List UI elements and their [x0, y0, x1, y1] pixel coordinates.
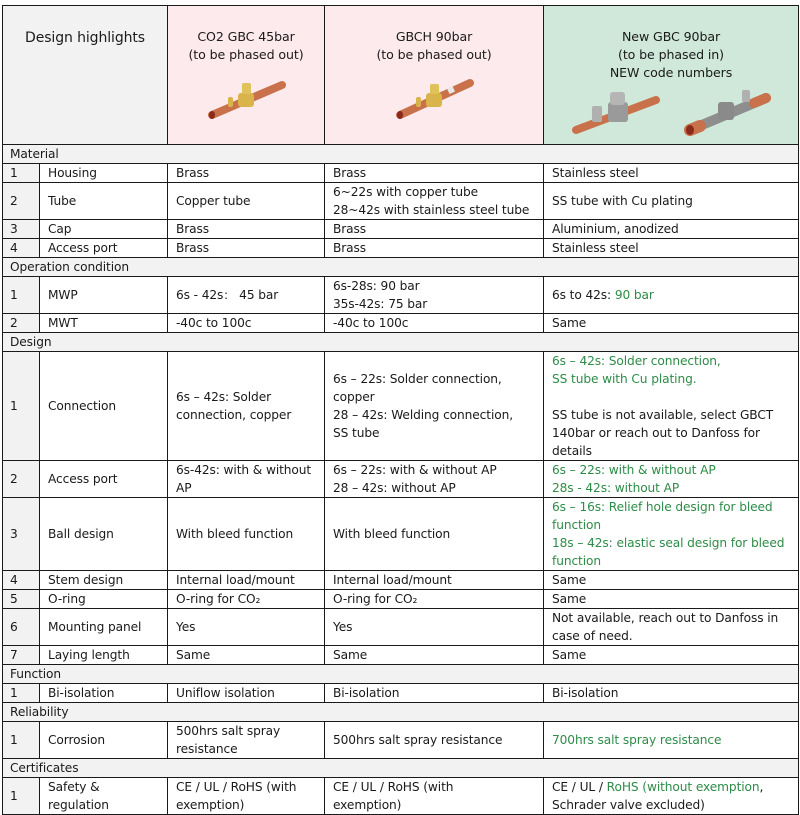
cell-line: Safety & [48, 780, 100, 794]
highlight-text: 6s – 16s: Relief hole design for bleed [552, 500, 773, 514]
cell-gbch: Bi-isolation [325, 684, 544, 703]
table-row [3, 590, 799, 609]
cell-gbch [325, 277, 544, 314]
cell-co2-gbc: Yes [168, 609, 325, 646]
cell-line: 28 – 42s: Welding connection, [333, 408, 513, 422]
row-number: 2 [3, 461, 40, 498]
cell-line: 6~22s with copper tube [333, 185, 478, 199]
cell-gbch [325, 183, 544, 220]
cell-new-gbc [544, 778, 799, 815]
table-row [3, 571, 799, 590]
table-row [3, 646, 799, 665]
cell-line: 6s – 22s: Solder connection, [333, 372, 502, 386]
row-label: Stem design [40, 571, 168, 590]
cell-line: 28 – 42s: without AP [333, 481, 456, 495]
section-function [3, 665, 799, 684]
cell-line: exemption) [176, 798, 245, 812]
highlight-text: SS tube with Cu plating. [552, 372, 697, 386]
highlight-text: 90 bar [614, 288, 654, 302]
table-row [3, 461, 799, 498]
header-product-status: (to be phased out) [188, 47, 304, 62]
cell-co2-gbc: Uniflow isolation [168, 684, 325, 703]
cell-new-gbc: 700hrs salt spray resistance [544, 722, 799, 759]
brass-valve-icon [206, 75, 286, 121]
highlight-text: function [552, 518, 601, 532]
cell-gbch: Brass [325, 164, 544, 183]
cell-gbch: Yes [325, 609, 544, 646]
cell-new-gbc [544, 352, 799, 461]
row-number: 3 [3, 220, 40, 239]
table-row [3, 220, 799, 239]
section-title: Operation condition [3, 258, 799, 277]
cell-line: Not available, reach out to Danfoss in [552, 611, 779, 625]
cell-line: AP [176, 481, 192, 495]
cell-line: 35s-42s: 75 bar [333, 297, 428, 311]
highlight-text: 28s - 42s: without AP [552, 481, 680, 495]
cell-gbch: 500hrs salt spray resistance [325, 722, 544, 759]
row-label: O-ring [40, 590, 168, 609]
cell-gbch [325, 352, 544, 461]
section-title: Design [3, 333, 799, 352]
header-row [3, 6, 799, 145]
row-label: Laying length [40, 646, 168, 665]
cell-gbch: Brass [325, 239, 544, 258]
cell-co2-gbc: With bleed function [168, 498, 325, 571]
cell-new-gbc [544, 277, 799, 314]
cell-co2-gbc [168, 352, 325, 461]
cell-line: regulation [48, 798, 109, 812]
row-number: 2 [3, 183, 40, 220]
cell-line: connection, copper [176, 408, 292, 422]
highlight-text: 6s – 22s: with & without AP [552, 463, 716, 477]
table-row [3, 183, 799, 220]
cell-co2-gbc: Copper tube [168, 183, 325, 220]
steel-valve-icon [682, 88, 772, 136]
cell-text: , [759, 780, 764, 794]
cell-line: 28~42s with stainless steel tube [333, 203, 530, 217]
table-row [3, 352, 799, 461]
cell-line: 140bar or reach out to Danfoss for [552, 426, 760, 440]
header-product-status: (to be phased out) [376, 47, 492, 62]
cell-gbch: -40c to 100c [325, 314, 544, 333]
cell-line: copper [333, 390, 375, 404]
highlight-text: function [552, 554, 601, 568]
cell-line: 6s – 42s: Solder [176, 390, 272, 404]
cell-gbch: Internal load/mount [325, 571, 544, 590]
cell-line: Schrader valve excluded) [552, 798, 705, 812]
row-number: 1 [3, 722, 40, 759]
table-row [3, 314, 799, 333]
header-design-highlights [3, 6, 168, 145]
cell-line: CE / UL / RoHS (with [333, 780, 454, 794]
table-row [3, 277, 799, 314]
section-material [3, 145, 799, 164]
cell-new-gbc: Stainless steel [544, 164, 799, 183]
section-reliability [3, 703, 799, 722]
row-label: Bi-isolation [40, 684, 168, 703]
row-label: Access port [40, 239, 168, 258]
cell-new-gbc: Aluminium, anodized [544, 220, 799, 239]
row-number: 4 [3, 239, 40, 258]
header-title: Design highlights [25, 30, 145, 46]
highlight-text: RoHS (without exemption [606, 780, 760, 794]
cell-co2-gbc: Same [168, 646, 325, 665]
cell-new-gbc: Stainless steel [544, 239, 799, 258]
row-number: 1 [3, 277, 40, 314]
cell-gbch: O-ring for CO₂ [325, 590, 544, 609]
cell-line: resistance [176, 742, 238, 756]
cell-line: 500hrs salt spray [176, 724, 281, 738]
highlight-text: 6s – 42s: Solder connection, [552, 354, 721, 368]
table-row [3, 778, 799, 815]
cell-gbch: Same [325, 646, 544, 665]
header-product-name: CO2 GBC 45bar [197, 29, 295, 44]
row-label: MWP [40, 277, 168, 314]
row-number: 1 [3, 164, 40, 183]
table-row [3, 609, 799, 646]
cell-co2-gbc: Brass [168, 220, 325, 239]
section-certificates [3, 759, 799, 778]
row-number: 1 [3, 684, 40, 703]
row-label: Corrosion [40, 722, 168, 759]
comparison-table [2, 5, 799, 815]
header-product-status: (to be phased in) [618, 47, 724, 62]
cell-new-gbc [544, 498, 799, 571]
table-row [3, 239, 799, 258]
row-label: Connection [40, 352, 168, 461]
header-product-note: NEW code numbers [609, 65, 733, 80]
table-row [3, 164, 799, 183]
row-number: 1 [3, 778, 40, 815]
row-number: 5 [3, 590, 40, 609]
row-label: Tube [40, 183, 168, 220]
row-number: 1 [3, 352, 40, 461]
cell-line: details [552, 444, 592, 458]
cell-line: 6s – 22s: with & without AP [333, 463, 497, 477]
cell-line: 6s-42s: with & without [176, 463, 312, 477]
header-co2-gbc-45bar [168, 6, 325, 145]
cell-line: CE / UL / RoHS (with [176, 780, 297, 794]
cell-new-gbc: Same [544, 571, 799, 590]
table-row [3, 684, 799, 703]
highlight-text: 18s – 42s: elastic seal design for bleed [552, 536, 785, 550]
row-number: 4 [3, 571, 40, 590]
cell-line: 6s-28s: 90 bar [333, 279, 420, 293]
row-number: 6 [3, 609, 40, 646]
section-design [3, 333, 799, 352]
cell-line: SS tube [333, 426, 380, 440]
cell-text: 6s to 42s: [552, 288, 615, 302]
row-label: Housing [40, 164, 168, 183]
cell-co2-gbc [168, 778, 325, 815]
cell-new-gbc: Same [544, 646, 799, 665]
cell-new-gbc: Same [544, 314, 799, 333]
cell-new-gbc: SS tube with Cu plating [544, 183, 799, 220]
row-label: Ball design [40, 498, 168, 571]
brass-valve-icon [394, 75, 474, 121]
section-operation-condition [3, 258, 799, 277]
cell-new-gbc [544, 609, 799, 646]
row-number: 7 [3, 646, 40, 665]
cell-co2-gbc: Brass [168, 239, 325, 258]
row-label [40, 778, 168, 815]
row-label: Mounting panel [40, 609, 168, 646]
section-title: Certificates [3, 759, 799, 778]
cell-co2-gbc: 6s - 42s： 45 bar [168, 277, 325, 314]
row-number: 3 [3, 498, 40, 571]
section-title: Reliability [3, 703, 799, 722]
header-gbch-90bar [325, 6, 544, 145]
cell-co2-gbc [168, 722, 325, 759]
steel-valve-icon [570, 88, 660, 136]
cell-new-gbc [544, 461, 799, 498]
cell-gbch: With bleed function [325, 498, 544, 571]
header-product-name: GBCH 90bar [395, 29, 473, 44]
row-label: Cap [40, 220, 168, 239]
cell-new-gbc: Bi-isolation [544, 684, 799, 703]
cell-text: CE / UL / [552, 780, 607, 794]
cell-line: SS tube is not available, select GBCT [552, 408, 774, 422]
section-title: Material [3, 145, 799, 164]
cell-line: exemption) [333, 798, 402, 812]
cell-gbch [325, 778, 544, 815]
cell-co2-gbc: O-ring for CO₂ [168, 590, 325, 609]
section-title: Function [3, 665, 799, 684]
header-product-name: New GBC 90bar [621, 29, 721, 44]
table-row [3, 722, 799, 759]
cell-line: case of need. [552, 629, 633, 643]
header-new-gbc-90bar [544, 6, 799, 145]
cell-co2-gbc: Brass [168, 164, 325, 183]
cell-gbch [325, 461, 544, 498]
row-label: MWT [40, 314, 168, 333]
cell-co2-gbc [168, 461, 325, 498]
cell-gbch: Brass [325, 220, 544, 239]
row-label: Access port [40, 461, 168, 498]
cell-new-gbc: Same [544, 590, 799, 609]
table-row [3, 498, 799, 571]
cell-co2-gbc: -40c to 100c [168, 314, 325, 333]
cell-co2-gbc: Internal load/mount [168, 571, 325, 590]
row-number: 2 [3, 314, 40, 333]
